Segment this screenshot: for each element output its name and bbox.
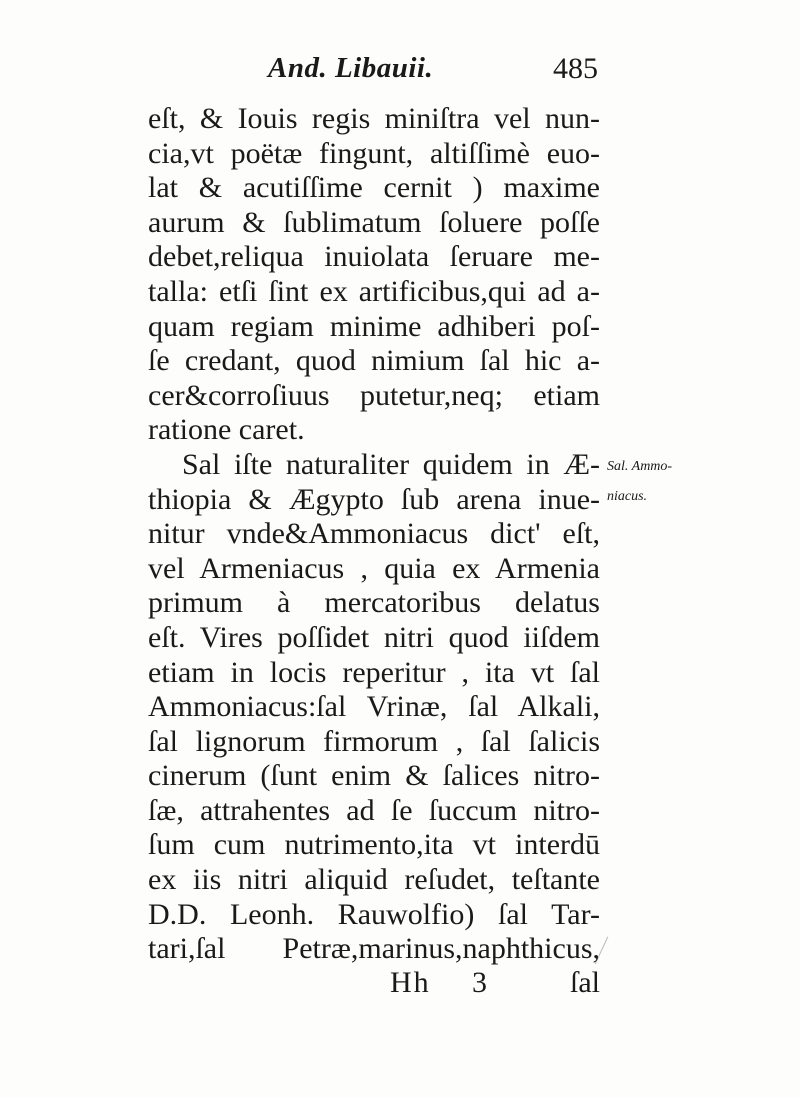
- text-line: thiopia & Ægypto ſub arena inue-: [148, 482, 600, 516]
- text-line: vel Armeniacus , quia ex Armenia: [148, 551, 600, 585]
- text-line: ſe credant, quod nimium ſal hic a-: [148, 344, 600, 378]
- running-head: [268, 52, 598, 92]
- text-line: D.D. Leonh. Rauwolfio) ſal Tar-: [148, 897, 600, 931]
- text-line: ſæ, attrahentes ad ſe ſuccum nitro-: [148, 793, 600, 827]
- text-line: tari,ſal Petræ,marinus,naphthicus,: [148, 932, 600, 966]
- text-line: cinerum (ſunt enim & ſalices nitro-: [148, 759, 600, 793]
- margin-note: [607, 452, 717, 512]
- paragraph-2: [148, 448, 600, 967]
- text-line: ſal lignorum firmorum , ſal ſalicis: [148, 724, 600, 758]
- text-line: talla: etſi ſint ex artificibus,qui ad a-: [148, 274, 600, 308]
- text-line: Ammoniacus:ſal Vrinæ, ſal Alkali,: [148, 690, 600, 724]
- text-line: cia,vt poëtæ fingunt, altiſſimè euo-: [148, 136, 600, 170]
- margin-note-line: niacus.: [607, 489, 648, 504]
- text-line: debet,reliqua inuiolata ſeruare me-: [148, 240, 600, 274]
- text-line: lat & acutiſſime cernit ) maxime: [148, 171, 600, 205]
- text-line: ſum cum nutrimento,ita vt interdū: [148, 828, 600, 862]
- text-line: cer&corroſiuus putetur,neq; etiam: [148, 378, 600, 412]
- page-number: 485: [553, 52, 598, 85]
- text-line: aurum & ſublimatum ſoluere poſſe: [148, 205, 600, 239]
- signature-number: 3: [472, 966, 487, 999]
- text-line: ex iis nitri aliquid reſudet, teſtante: [148, 863, 600, 897]
- text-line: nitur vnde&Ammoniacus dict' eſt,: [148, 517, 600, 551]
- text-line: etiam in locis reperitur , ita vt ſal: [148, 655, 600, 689]
- page-footer: [390, 966, 600, 1002]
- text-line: eſt. Vires poſſidet nitri quod iiſdem: [148, 620, 600, 654]
- text-line: primum à mercatoribus delatus: [148, 586, 600, 620]
- catchword: ſal: [570, 966, 600, 999]
- running-title: And. Libauii.: [268, 52, 434, 84]
- text-line: eſt, & Iouis regis miniſtra vel nun-: [148, 102, 600, 135]
- text-line: quam regiam minime adhiberi poſ-: [148, 309, 600, 343]
- text-block: [148, 102, 600, 967]
- signature-mark: Hh: [390, 966, 431, 999]
- text-line: ratione caret.: [148, 413, 305, 447]
- text-line: Sal iſte naturaliter quidem in Æ-: [182, 447, 600, 481]
- margin-note-line: Sal. Ammo-: [607, 459, 673, 474]
- paragraph-1: [148, 102, 600, 448]
